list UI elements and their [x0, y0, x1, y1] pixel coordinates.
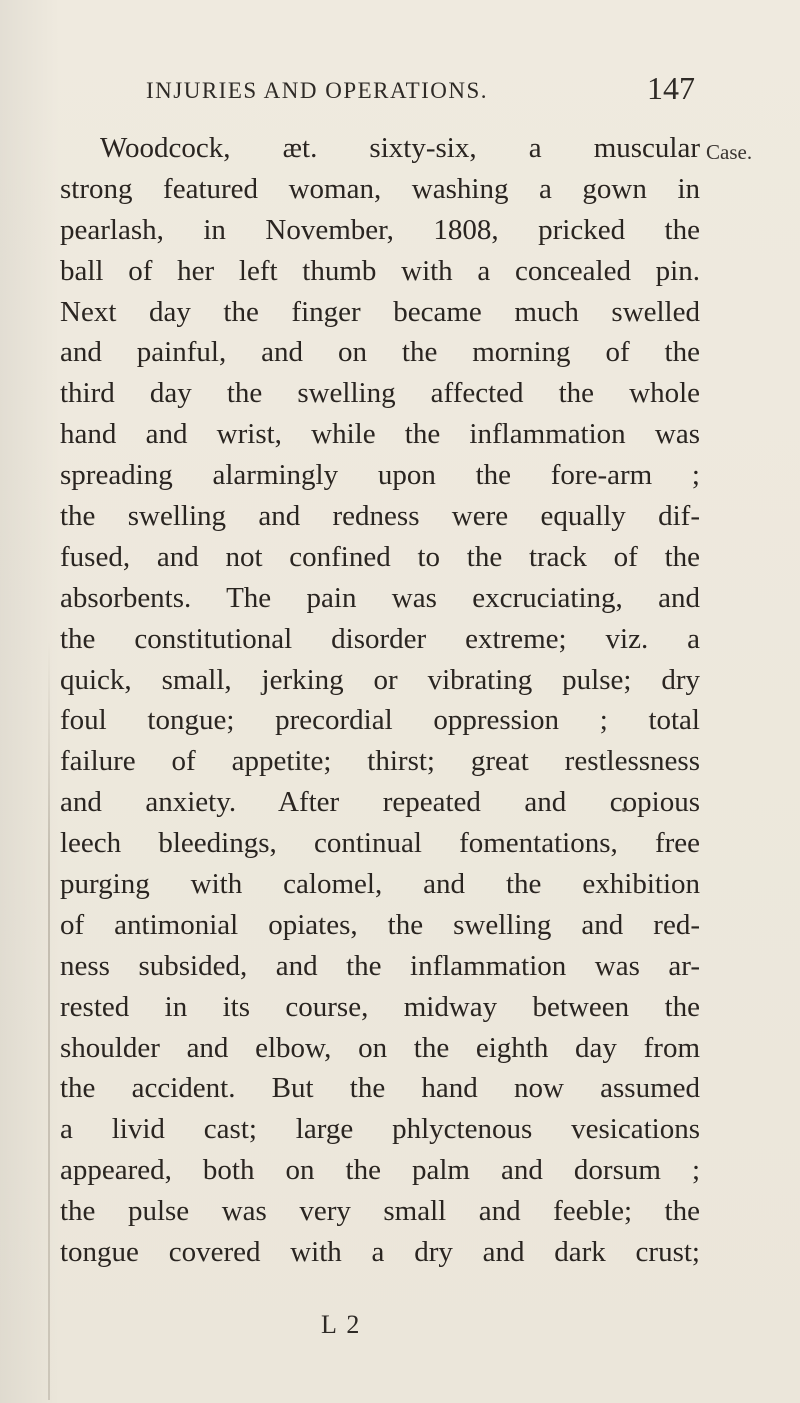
- text-line: absorbents. The pain was excruciating, and: [60, 581, 700, 614]
- text-line: quick, small, jerking or vibrating pulse; dry: [60, 663, 700, 696]
- text-line: ball of her left thumb with a concealed pin.: [60, 254, 700, 287]
- text-line: pearlash, in November, 1808, pricked the: [60, 213, 700, 246]
- text-line: fused, and not confined to the track of the: [60, 540, 700, 573]
- margin-note: Case.: [706, 140, 753, 164]
- text-line: a livid cast; large phlyctenous vesications: [60, 1113, 700, 1146]
- text-line: Next day the finger became much swelled: [60, 295, 700, 328]
- text-line: shoulder and elbow, on the eighth day from: [60, 1031, 700, 1064]
- text-line: Woodcock, æt. sixty-six, a muscular: [100, 132, 700, 164]
- text-line: third day the swelling affected the whole: [60, 377, 700, 410]
- text-line: rested in its course, midway between the: [60, 990, 700, 1023]
- running-head: INJURIES AND OPERATIONS.: [146, 78, 489, 103]
- text-line: of antimonial opiates, the swelling and red-: [60, 908, 700, 941]
- text-line: strong featured woman, washing a gown in: [60, 172, 700, 205]
- text-line: leech bleedings, continual fomentations, free: [60, 827, 700, 860]
- text-line: tongue covered with a dry and dark crust;: [60, 1236, 700, 1269]
- text-line: spreading alarmingly upon the fore-arm ;: [60, 459, 700, 492]
- text-line: the accident. But the hand now assumed: [60, 1072, 700, 1105]
- signature-mark: L 2: [321, 1310, 362, 1339]
- text-line: foul tongue; precordial oppression ; total: [60, 704, 700, 737]
- gutter-shadow: [48, 640, 50, 1400]
- text-line: and painful, and on the morning of the: [60, 336, 700, 369]
- text-line: the constitutional disorder extreme; viz. a: [60, 622, 700, 655]
- page-number: 147: [647, 70, 695, 106]
- text-line: purging with calomel, and the exhibition: [60, 868, 700, 901]
- text-line: the pulse was very small and feeble; the: [60, 1195, 700, 1228]
- text-line: appeared, both on the palm and dorsum ;: [60, 1154, 700, 1187]
- text-line: and anxiety. After repeated and copious: [60, 786, 700, 819]
- body-text: [60, 128, 700, 1273]
- text-line: ness subsided, and the inflammation was ar-: [60, 949, 700, 982]
- text-line: failure of appetite; thirst; great restlessness: [60, 745, 700, 778]
- text-line: the swelling and redness were equally dif-: [60, 500, 700, 533]
- text-line: hand and wrist, while the inflammation was: [60, 418, 700, 451]
